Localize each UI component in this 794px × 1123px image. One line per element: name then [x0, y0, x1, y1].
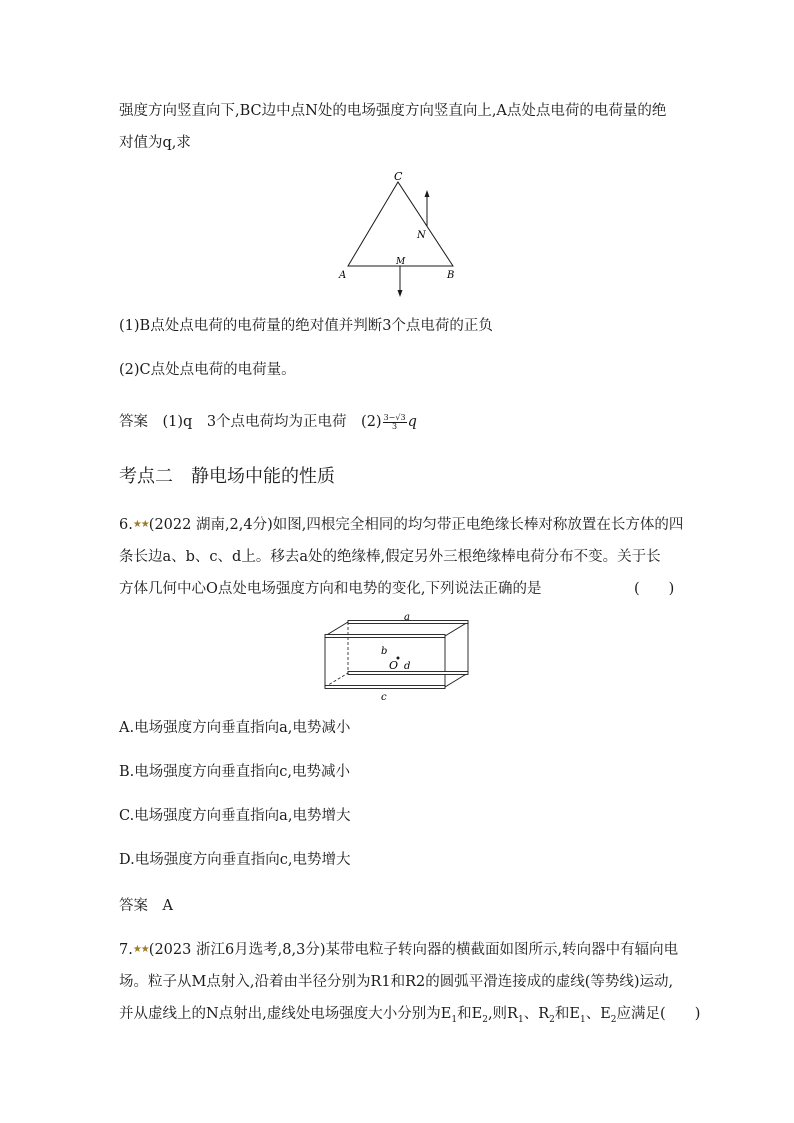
problem6-line1-text: (2022 湖南,2,4分)如图,四根完全相同的均匀带正电绝缘长棒对称放置在长方体的四	[148, 517, 684, 533]
problem7-line1-text: (2023 浙江6月选考,8,3分)某带电粒子转向器的横截面如图所示,转向器中有辐向电	[148, 942, 679, 958]
subscript: 2	[549, 1014, 555, 1025]
label-center-o: O	[389, 659, 399, 672]
answer-fraction	[383, 414, 407, 431]
problem5-question2: (2)C点处点电荷的电荷量。	[119, 362, 296, 378]
label-m: M	[396, 257, 406, 267]
subscript: 1	[451, 1014, 458, 1025]
problem6-answer: 答案 A	[119, 898, 173, 914]
problem6-line2: 条长边a、b、c、d上。移去a处的绝缘棒,假定另外三根绝缘棒电荷分布不变。关于长	[119, 549, 661, 565]
label-a: A	[339, 270, 347, 281]
arrow-m-head	[398, 290, 403, 297]
problem6-line3: 方体几何中心O点处电场强度方向和电势的变化,下列说法正确的是	[119, 581, 542, 597]
line3-part: 和E	[554, 1006, 580, 1022]
line3-part: 并从虚线上的N点射出,虚线处电场强度大小分别为E	[119, 1006, 452, 1022]
subscript: 2	[610, 1014, 617, 1025]
rod-c	[325, 686, 445, 689]
cuboid-hidden-bottom-left	[325, 673, 348, 687]
problem6-answer-blank: ( )	[634, 581, 675, 597]
option-b: B.电场强度方向垂直指向c,电势减小	[119, 764, 350, 780]
problem7-line1	[119, 940, 678, 960]
problem5-line2: 对值为q,求	[119, 135, 191, 151]
answer-suffix: q	[407, 414, 417, 430]
label-c: C	[394, 170, 403, 183]
option-d: D.电场强度方向垂直指向c,电势增大	[119, 852, 351, 868]
problem6-line1	[119, 515, 683, 535]
problem7-line3	[119, 1004, 700, 1030]
problem5-question1: (1)B点处点电荷的电荷量的绝对值并判断3个点电荷的正负	[119, 318, 493, 334]
arrow-n-head	[425, 190, 430, 197]
option-c: C.电场强度方向垂直指向a,电势增大	[119, 808, 351, 824]
line3-part: 应满足( )	[616, 1006, 701, 1022]
label-n: N	[417, 230, 426, 241]
difficulty-stars-icon: ★★	[132, 519, 149, 530]
line3-part: 、E	[585, 1006, 611, 1022]
triangle-abc	[348, 182, 453, 266]
difficulty-stars-icon: ★★	[132, 944, 149, 955]
cuboid-edge-top-right	[445, 622, 468, 636]
line3-part: 和E	[457, 1006, 483, 1022]
problem5-answer	[119, 412, 417, 432]
subscript: 2	[482, 1014, 488, 1025]
label-rod-c: c	[381, 692, 387, 703]
cuboid-edge-bottom-right	[445, 673, 468, 687]
problem5-line1: 强度方向竖直向下,BC边中点N处的电场强度方向竖直向上,A点处点电荷的电荷量的绝	[119, 103, 667, 119]
subscript: 1	[579, 1014, 586, 1025]
answer-prefix: 答案 (1)q 3个点电荷均为正电荷 (2)	[119, 414, 382, 430]
rod-b	[325, 635, 445, 638]
label-b: B	[447, 270, 455, 281]
triangle-figure	[330, 168, 470, 303]
fraction-denominator: 3	[392, 421, 398, 431]
problem6-number: 6.	[119, 517, 133, 533]
line3-part: ,则R	[487, 1006, 518, 1022]
problem7-line2: 场。粒子从M点射入,沿着由半径分别为R1和R2的圆弧平滑连接成的虚线(等势线)运动,	[119, 974, 674, 990]
line3-part: 、R	[523, 1006, 550, 1022]
problem7-number: 7.	[119, 942, 133, 958]
cuboid-figure	[318, 612, 478, 704]
label-rod-a: a	[404, 612, 410, 623]
label-rod-d: d	[404, 661, 411, 672]
cuboid-edge-top-left	[325, 622, 348, 636]
cuboid-front-face	[325, 636, 445, 687]
option-a: A.电场强度方向垂直指向a,电势减小	[119, 720, 351, 736]
label-rod-b: b	[381, 646, 388, 657]
subscript: 1	[517, 1014, 524, 1025]
fraction-numerator: 3−√3	[383, 412, 406, 422]
section-title: 考点二 静电场中能的性质	[119, 466, 335, 487]
